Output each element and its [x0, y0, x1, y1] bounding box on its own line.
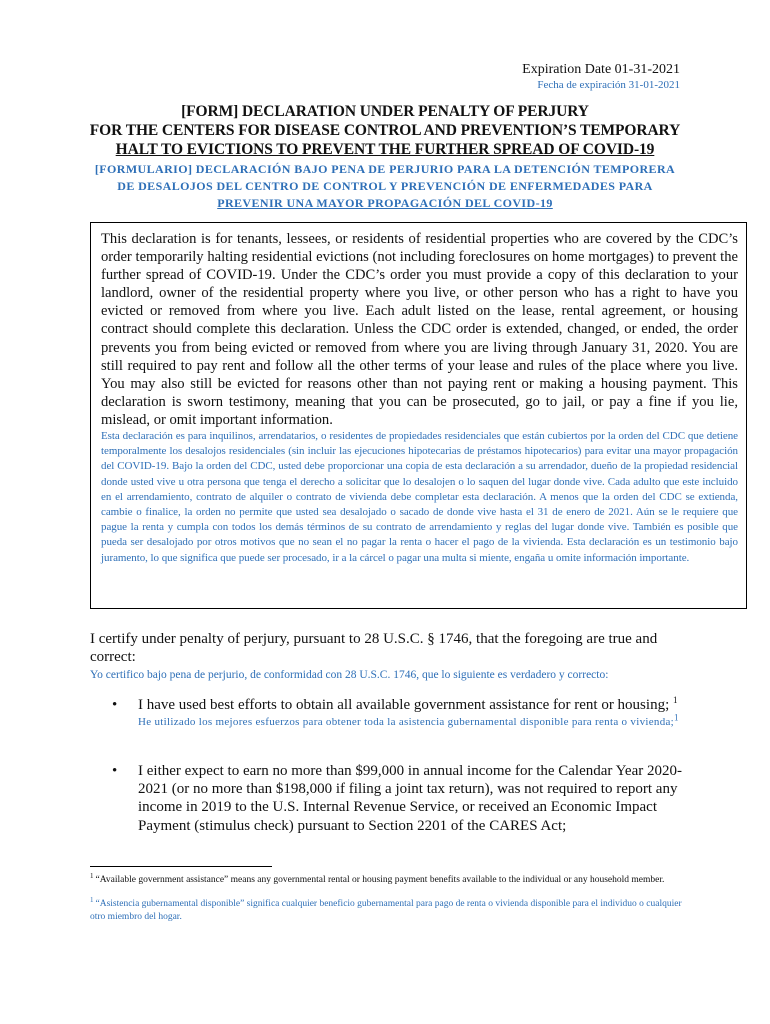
title-en-line1: [FORM] DECLARATION UNDER PENALTY OF PERJURY [181, 103, 589, 120]
certify-text-en: I certify under penalty of perjury, pursuant to 28 U.S.C. § 1746, that the foregoing are true and correct: [90, 631, 658, 665]
form-title [60, 102, 710, 212]
bullet-text-es-body: He utilizado los mejores esfuerzos para obtener toda la asistencia gubernamental disponible para renta o vivienda; [138, 716, 675, 729]
bullet-text-en [138, 696, 682, 714]
bullet-text-en-body: I have used best efforts to obtain all available government assistance for rent or housing; [138, 697, 670, 713]
title-es-line2: DE DESALOJOS DEL CENTRO DE CONTROL Y PREVENCIÓN DE ENFERMEDADES PARA [117, 179, 653, 193]
footnote-divider [90, 866, 272, 867]
footnote-number: 1 [90, 871, 94, 880]
certify-text-es: Yo certifico bajo pena de perjurio, de conformidad con 28 U.S.C. 1746, que lo siguiente es verdadero y correcto: [90, 669, 609, 681]
footnote-en [90, 871, 682, 887]
footnote-es [90, 895, 682, 924]
expiration-date-es: Fecha de expiración 31-01-2021 [537, 79, 680, 91]
footnote-ref-es: 1 [674, 712, 679, 723]
title-en-line2: FOR THE CENTERS FOR DISEASE CONTROL AND PREVENTION’S TEMPORARY [89, 122, 681, 139]
notice-text-en: This declaration is for tenants, lessees, or residents of residential properties who are covered by the CDC’s order temporarily halting residential evictions (not including foreclosures on home mortgages) to prevent the further spread of COVID-19. Under the CDC’s order you must provide a copy of this declaration to your landlord, owner of the residential property where you live, or other person who has a right to have you evicted or removed from where you live. Each adult listed on the lease, rental agreement, or housing contract should complete this declaration. Unless the CDC order is extended, changed, or ended, the order prevents you from being evicted or removed from where you are living through January 31, 2020. You are still required to pay rent and follow all the other terms of your lease and rules of the place where you live. You may also still be evicted for reasons other than not paying rent or making a housing payment. This declaration is sworn testimony, meaning that you can be prosecuted, go to jail, or pay a fine if you lie, mislead, or omit important information. [101, 231, 738, 428]
expiration-date: Expiration Date 01-31-2021 [522, 62, 680, 77]
expiration-block [522, 62, 680, 92]
title-es-line3: PREVENIR UNA MAYOR PROPAGACIÓN DEL COVID-19 [217, 196, 553, 210]
footnote-ref: 1 [672, 695, 678, 705]
title-es-line1: [FORMULARIO] DECLARACIÓN BAJO PENA DE PERJURIO PARA LA DETENCIÓN TEMPORERA [94, 162, 676, 176]
notice-text-es: Esta declaración es para inquilinos, arrendatarios, o residentes de propiedades residenciales que están cubiertos por la orden del CDC que detiene temporalmente los desalojos residenciales (sin incluir las ejecuciones hipotecarias de préstamos hipotecarios) para evitar una mayor propagación del COVID-19. Bajo la orden del CDC, usted debe proporcionar una copia de esta declaración a su arrendador, dueño de la propiedad residencial donde usted vive u otra persona que tenga el derecho a solicitar que lo desalojen o lo saquen del lugar donde vive. Cada adulto que este incluido en el arrendamiento, contrato de alquiler o contrato de vivienda debe completar esta declaración. A menos que la orden del CDC se extienda, cambie o finalice, la orden no permite que usted sea desalojado o sacado de donde vive hasta el 31 de enero de 2021. Aún se le requiere que pague la renta y cumpla con todos los demás términos de su contrato de arrendamiento y reglas del lugar donde vive. También es posible que pueda ser desalojado por otros motivos que no sean el no pagar la renta o hacer el pago de la vivienda. Esta declaración es un testimonio bajo juramento, lo que significa que puede ser procesado, ir a la cárcel o pagar una multa si miente, engaña u omite información importante. [101, 430, 738, 564]
bullet-icon: • [112, 763, 118, 779]
title-en-line3: HALT TO EVICTIONS TO PREVENT THE FURTHER SPREAD OF COVID-19 [115, 141, 655, 158]
bullet-icon: • [112, 697, 118, 713]
footnote-number-es: 1 [90, 895, 94, 904]
declaration-notice-box [90, 222, 747, 609]
footnote-text-en: “Available government assistance” means any governmental rental or housing payment benefits available to the individual or any household member. [95, 875, 665, 885]
title-es [60, 161, 710, 212]
bullet-text-en: I either expect to earn no more than $99,000 in annual income for the Calendar Year 2020-2021 (or no more than $198,000 if filing a joint tax return), was not required to report any income in 2019 to the U.S. Internal Revenue Service, or received an Economic Impact Payment (stimulus check) pursuant to Section 2201 of the CARES Act; [138, 763, 682, 834]
title-en [60, 102, 710, 159]
list-item [112, 696, 682, 730]
footnote-text-es: “Asistencia gubernamental disponible” significa cualquier beneficio gubernamental para pago de renta o vivienda disponible para el individuo o cualquier otro miembro del hogar. [90, 899, 682, 922]
list-item [112, 762, 682, 835]
bullet-text-es [138, 714, 682, 730]
certification-statement [90, 630, 690, 683]
